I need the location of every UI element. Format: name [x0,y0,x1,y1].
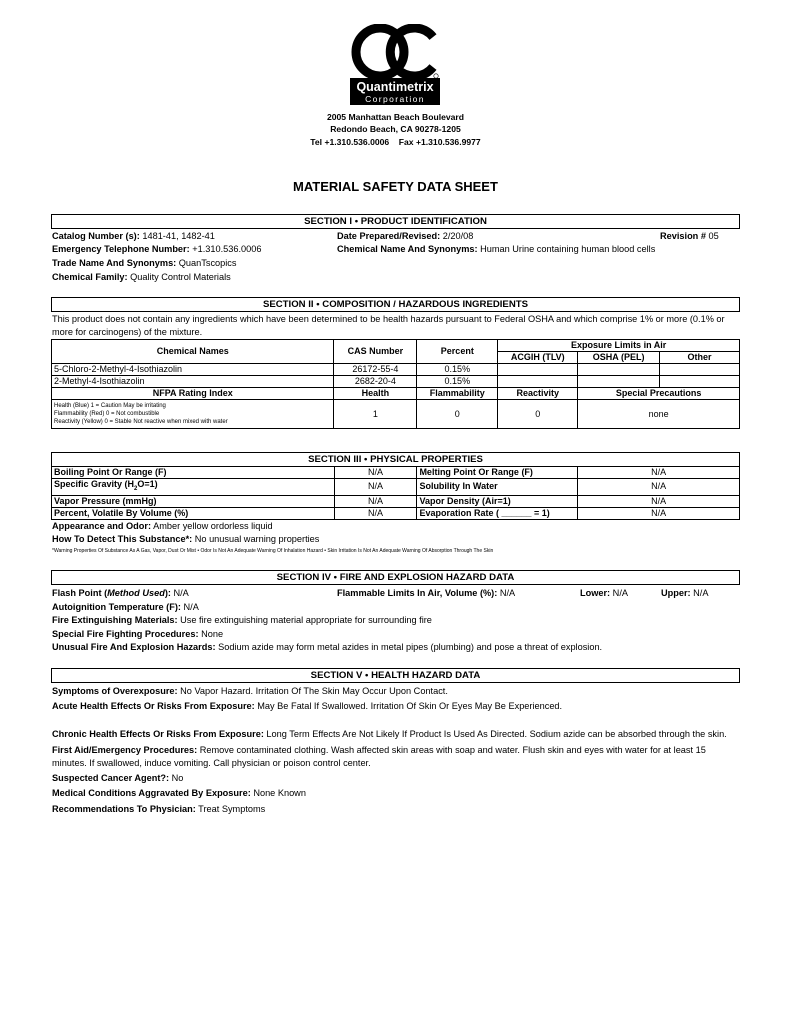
ingredient-percent: 0.15% [417,376,498,388]
table-row [52,479,740,496]
fire-extinguishing-materials: Fire Extinguishing Materials: Use fire extinguishing material appropriate for surrounding fire [52,615,432,625]
suspected-cancer-agent: Suspected Cancer Agent?: No [52,773,184,783]
col-percent: Percent [417,340,498,364]
how-to-detect: How To Detect This Substance*: No unusual warning properties [52,534,320,544]
unusual-hazards: Unusual Fire And Explosion Hazards: Sodium azide may form metal azides in metal pipes (plumbing) and pose a threat of explosion. [52,642,603,652]
date-prepared: Date Prepared/Revised: 2/20/08 [337,231,474,241]
property-value: N/A [334,507,417,519]
first-aid-procedures: First Aid/Emergency Procedures: Remove contaminated clothing. Wash affected skin areas with soap and water. Flush skin and eyes with water for at least 15 minutes. If swallowed, induce vomiting. Call physician or poison control center. [52,745,706,768]
emergency-phone: Emergency Telephone Number: +1.310.536.0006 [52,244,262,254]
physical-properties-table [51,466,740,520]
chemical-family: Chemical Family: Quality Control Materials [52,272,231,282]
property-label: Melting Point Or Range (F) [417,467,578,479]
nfpa-legend [52,400,334,429]
recommendations-physician: Recommendations To Physician: Treat Symptoms [52,804,266,814]
address-line-2: Redondo Beach, CA 90278-1205 [330,124,461,135]
nfpa-legend-reactivity: Reactivity (Yellow) 0 = Stable Not reactive when mixed with water [54,419,228,425]
trade-name: Trade Name And Synonyms: QuanTscopics [52,258,237,268]
section-2-header: SECTION II • COMPOSITION / HAZARDOUS INGREDIENTS [51,297,740,312]
table-row [52,467,740,479]
revision-number: Revision # 05 [660,231,719,241]
logo-text: Quantimetrix [356,80,434,94]
flammable-limits: Flammable Limits In Air, Volume (%): N/A [337,588,516,598]
lower-limit: Lower: N/A [580,588,628,598]
nfpa-health-value: 1 [334,400,417,429]
property-value: N/A [578,507,740,519]
company-address [0,111,791,148]
property-label: Vapor Pressure (mmHg) [52,495,335,507]
nfpa-flammability-value: 0 [417,400,498,429]
nfpa-health-label: Health [334,388,417,400]
nfpa-reactivity-label: Reactivity [498,388,578,400]
nfpa-rating-label: NFPA Rating Index [52,388,334,400]
col-chemical-names: Chemical Names [52,340,334,364]
chemical-name: Chemical Name And Synonyms: Human Urine containing human blood cells [337,244,656,254]
composition-intro: This product does not contain any ingredients which have been determined to be health hazards pursuant to Federal OSHA and which comprise 1% or more (0.1% or more for carcinogens) of the mixture. [52,314,725,337]
property-value: N/A [334,467,417,479]
nfpa-reactivity-value: 0 [498,400,578,429]
ingredient-name: 2-Methyl-4-Isothiazolin [52,376,334,388]
property-value: N/A [334,479,417,496]
table-row [52,507,740,519]
col-osha: OSHA (PEL) [578,352,660,364]
nfpa-legend-flammability: Flammability (Red) 0 = Not combustible [54,411,160,417]
col-cas-number: CAS Number [334,340,417,364]
property-label: Vapor Density (Air=1) [417,495,578,507]
special-precautions-value: none [578,400,740,429]
flash-point: Flash Point (Method Used): N/A [52,588,189,598]
nfpa-legend-health: Health (Blue) 1 = Caution May be irritating [54,403,166,409]
property-value: N/A [578,495,740,507]
ingredient-cas: 26172-55-4 [334,364,417,376]
logo-subtext: Corporation [365,94,425,104]
ingredient-cas: 2682-20-4 [334,376,417,388]
special-fire-fighting: Special Fire Fighting Procedures: None [52,629,224,639]
table-row [52,364,740,376]
catalog-number: Catalog Number (s): 1481-41, 1482-41 [52,231,215,241]
special-precautions-label: Special Precautions [578,388,740,400]
property-value: N/A [334,495,417,507]
symptoms-overexposure: Symptoms of Overexposure: No Vapor Hazard. Irritation Of The Skin May Occur Upon Contact. [52,686,448,696]
medical-conditions-aggravated: Medical Conditions Aggravated By Exposure: None Known [52,788,306,798]
ingredient-name: 5-Chloro-2-Methyl-4-Isothiazolin [52,364,334,376]
table-row [52,495,740,507]
company-logo [347,24,443,106]
property-value: N/A [578,467,740,479]
property-label: Boiling Point Or Range (F) [52,467,335,479]
ingredients-table [51,339,740,429]
col-acgih: ACGIH (TLV) [498,352,578,364]
autoignition-temperature: Autoignition Temperature (F): N/A [52,602,199,612]
property-label: Solubility In Water [417,479,578,496]
property-label: Percent, Volatile By Volume (%) [52,507,335,519]
chronic-health-effects: Chronic Health Effects Or Risks From Exposure: Long Term Effects Are Not Likely If Product Is Used As Directed. Sodium azide can be absorbed through the skin. [52,729,727,739]
appearance-odor: Appearance and Odor: Amber yellow ordorless liquid [52,521,273,531]
document-title: MATERIAL SAFETY DATA SHEET [293,179,498,194]
property-label: Evaporation Rate ( ______ = 1) [417,507,578,519]
section-5-header: SECTION V • HEALTH HAZARD DATA [51,668,740,683]
section-3-header: SECTION III • PHYSICAL PROPERTIES [51,452,740,467]
address-line-1: 2005 Manhattan Beach Boulevard [326,112,465,122]
section-4-header: SECTION IV • FIRE AND EXPLOSION HAZARD DATA [51,570,740,585]
warning-footnote: *Warning Properties Of Substance As A Gas, Vapor, Dust Or Mist • Odor Is Not An Adequate Warning Of Inhalation Hazard • Skin Irritation Is Not An Adequate Warning Of Absorption Through The Skin [52,548,494,554]
table-row [52,376,740,388]
col-exposure-limits: Exposure Limits in Air [498,340,740,352]
acute-health-effects: Acute Health Effects Or Risks From Exposure: May Be Fatal If Swallowed. Irritation Of Skin Or Eyes May Be Experienced. [52,701,563,711]
property-label: Specific Gravity $(H_2O=1)$ [52,479,335,496]
property-value: N/A [578,479,740,496]
col-other: Other [660,352,740,364]
phone-fax-line: Tel +1.310.536.0006 Fax +1.310.536.9977 [310,136,481,147]
ingredient-percent: 0.15% [417,364,498,376]
nfpa-flammability-label: Flammability [417,388,498,400]
upper-limit: Upper: N/A [661,588,709,598]
section-1-header: SECTION I • PRODUCT IDENTIFICATION [51,214,740,229]
